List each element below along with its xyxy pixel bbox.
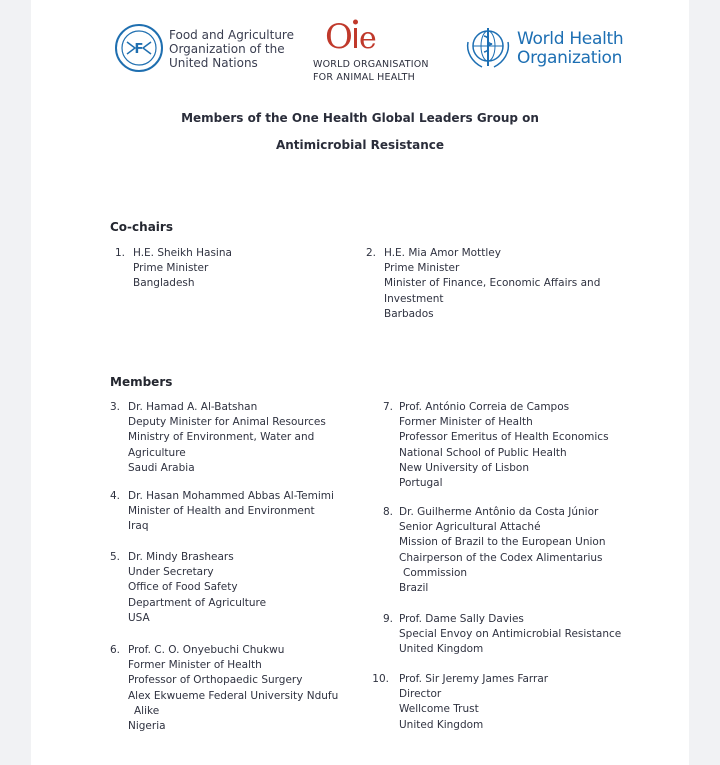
entry-line: Minister of Finance, Economic Affairs and xyxy=(384,277,601,290)
entry-line: Barbados xyxy=(384,307,434,320)
entry-line: National School of Public Health xyxy=(399,446,567,459)
entry-line: Special Envoy on Antimicrobial Resistance xyxy=(399,628,622,641)
entry-line: Alex Ekwueme Federal University Ndufu xyxy=(128,689,339,702)
entry-line: Dr. Hamad A. Al-Batshan xyxy=(128,401,258,413)
who-name-line: Organization xyxy=(517,48,623,68)
entry-line: Bangladesh xyxy=(133,277,195,290)
entry-line: Professor Emeritus of Health Economics xyxy=(399,431,609,444)
entry-line: Dr. Mindy Brashears xyxy=(128,551,234,563)
entry-number: 3. xyxy=(109,401,120,413)
entry-line: USA xyxy=(128,611,150,624)
entry-number: 8. xyxy=(382,506,393,518)
fao-name-line: Food and Agriculture xyxy=(169,28,294,42)
entry-line: United Kingdom xyxy=(399,643,484,656)
entry-line: Wellcome Trust xyxy=(399,703,479,716)
entry-line: Iraq xyxy=(128,520,149,533)
entry-line: Office of Food Safety xyxy=(128,581,238,594)
entry-number: 6. xyxy=(109,644,120,656)
entry-line: Dr. Hasan Mohammed Abbas Al-Temimi xyxy=(128,490,334,502)
document-title-line-1: Members of the One Health Global Leaders Group on xyxy=(181,111,539,125)
entry-line: H.E. Mia Amor Mottley xyxy=(384,247,501,259)
who-emblem-icon xyxy=(462,24,514,72)
entry-line: Minister of Health and Environment xyxy=(128,505,315,518)
entry-line: Former Minister of Health xyxy=(399,416,533,429)
who-name xyxy=(517,30,637,68)
entry-line: New University of Lisbon xyxy=(399,461,529,474)
entry-line: Ministry of Environment, Water and xyxy=(128,431,315,444)
document-title-line-2: Antimicrobial Resistance xyxy=(275,138,445,152)
entry-line: United Kingdom xyxy=(399,718,484,731)
entry-number: 4. xyxy=(109,490,120,502)
entry-line: Investment xyxy=(384,292,444,305)
entry-line: Agriculture xyxy=(128,446,186,459)
entry-line: Senior Agricultural Attaché xyxy=(399,521,541,534)
oie-name xyxy=(313,58,443,84)
fao-logo-icon xyxy=(115,24,163,72)
entry-line: Former Minister of Health xyxy=(128,659,262,672)
entry-line: Dr. Guilherme Antônio da Costa Júnior xyxy=(399,506,599,518)
entry-line: H.E. Sheikh Hasina xyxy=(133,247,232,259)
entry-number: 2. xyxy=(365,247,376,259)
entry-line: Alike xyxy=(134,704,160,717)
oie-name-line: WORLD ORGANISATION xyxy=(313,59,429,70)
who-name-line: World Health xyxy=(517,29,624,49)
entry-line: Under Secretary xyxy=(128,566,214,579)
oie-name-line: FOR ANIMAL HEALTH xyxy=(313,72,415,83)
entry-line: Prof. C. O. Onyebuchi Chukwu xyxy=(128,644,285,656)
members-heading: Members xyxy=(110,375,173,389)
entry-number: 1. xyxy=(114,247,125,259)
entry-line: Department of Agriculture xyxy=(128,596,267,609)
entry-line: Mission of Brazil to the European Union xyxy=(399,536,606,549)
entry-line: Commission xyxy=(403,566,468,579)
entry-line: Prof. António Correia de Campos xyxy=(399,401,570,413)
entry-line: Portugal xyxy=(399,477,443,490)
entry-number: 10. xyxy=(372,673,389,685)
entry-line: Brazil xyxy=(399,582,429,595)
entry-line: Prof. Sir Jeremy James Farrar xyxy=(399,673,549,685)
entry-line: Deputy Minister for Animal Resources xyxy=(128,416,326,429)
entry-line: Saudi Arabia xyxy=(128,461,195,474)
entry-number: 9. xyxy=(382,613,393,625)
svg-text:F: F xyxy=(134,42,144,57)
cochairs-heading: Co-chairs xyxy=(110,220,173,234)
entry-line: Director xyxy=(399,688,442,701)
oie-logo-icon xyxy=(325,16,395,54)
entry-number: 5. xyxy=(109,551,120,563)
entry-line: Prime Minister xyxy=(384,262,460,275)
entry-line: Professor of Orthopaedic Surgery xyxy=(128,674,303,687)
entry-number: 7. xyxy=(382,401,393,413)
svg-text:e: e xyxy=(359,21,377,54)
fao-name-line: United Nations xyxy=(169,56,258,70)
entry-line: Nigeria xyxy=(128,720,166,733)
fao-name-line: Organization of the xyxy=(169,42,285,56)
svg-text:O: O xyxy=(325,17,353,54)
entry-line: Prof. Dame Sally Davies xyxy=(399,613,524,625)
fao-name xyxy=(169,28,319,70)
entry-line: Chairperson of the Codex Alimentarius xyxy=(399,551,603,564)
entry-line: Prime Minister xyxy=(133,262,209,275)
